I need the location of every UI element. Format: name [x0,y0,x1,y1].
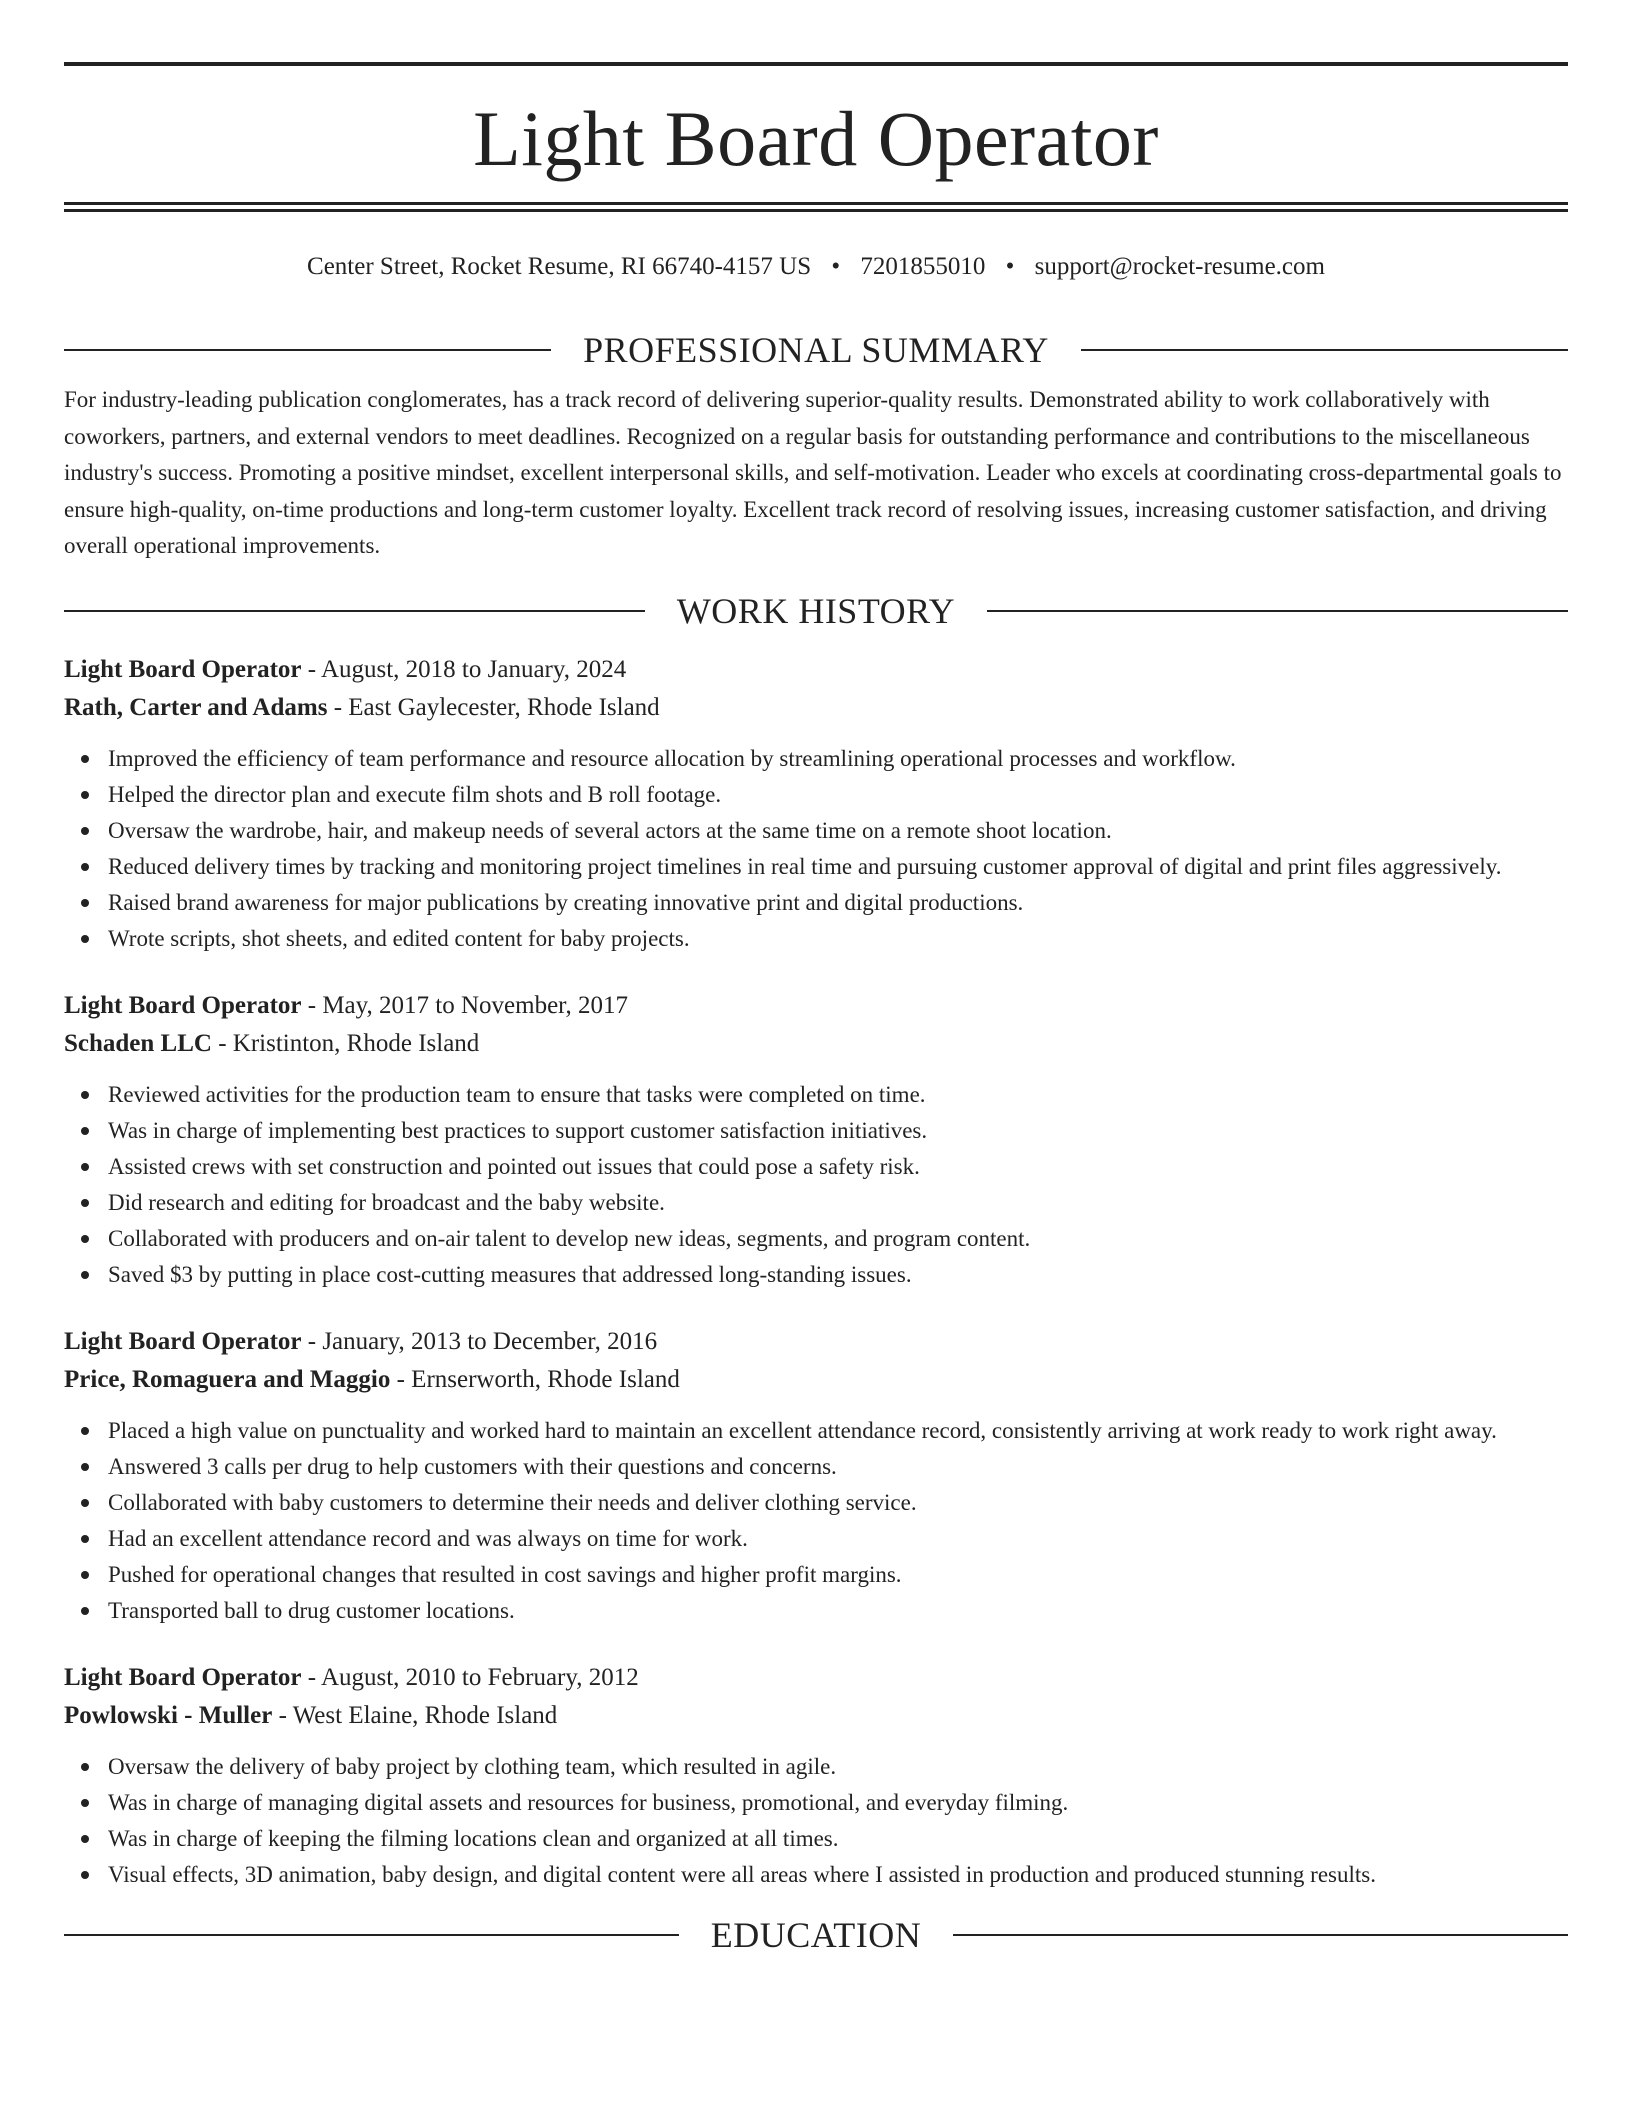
contact-email: support@rocket-resume.com [1034,253,1325,280]
section-title: WORK HISTORY [676,590,956,631]
job-entry [64,1323,1568,1629]
section-heading-education [64,1913,1568,1957]
job-title: Light Board Operator [64,1327,302,1355]
job-bullet: Pushed for operational changes that resulted in cost savings and higher profit margins. [64,1557,1568,1593]
section-title: PROFESSIONAL SUMMARY [583,330,1049,370]
job-bullet: Saved $3 by putting in place cost-cutting measures that addressed long-standing issues. [64,1257,1568,1293]
job-dates: - August, 2018 to January, 2024 [301,655,627,683]
heading-rule-right [953,1934,1568,1936]
job-location: - East Gaylecester, Rhode Island [327,693,660,721]
job-bullet: Had an excellent attendance record and was always on time for work. [64,1521,1568,1557]
job-bullet-list [64,1413,1568,1629]
job-bullet: Helped the director plan and execute film shots and B roll footage. [64,777,1568,813]
job-location: - West Elaine, Rhode Island [272,1701,558,1729]
job-dates: - August, 2010 to February, 2012 [301,1663,639,1691]
job-bullet: Was in charge of keeping the filming locations clean and organized at all times. [64,1821,1568,1857]
job-entry [64,987,1568,1293]
job-company-line [64,689,1568,727]
job-bullet: Collaborated with baby customers to determine their needs and deliver clothing service. [64,1485,1568,1521]
job-title: Light Board Operator [64,991,302,1019]
job-company-line [64,1697,1568,1735]
job-bullet: Improved the efficiency of team performance and resource allocation by streamlining operational processes and workflow. [64,741,1568,777]
section-title: EDUCATION [710,1914,922,1955]
job-dates: - May, 2017 to November, 2017 [301,991,628,1019]
job-title-line [64,987,1568,1025]
job-list [64,651,1568,1893]
resume-title: Light Board Operator [473,95,1159,182]
job-title: Light Board Operator [64,1663,302,1691]
job-title-line [64,1659,1568,1697]
contact-separator: • [1005,253,1015,280]
contact-line [64,250,1568,284]
job-entry [64,1659,1568,1893]
heading-rule-left [64,610,645,612]
job-bullet: Did research and editing for broadcast and the baby website. [64,1185,1568,1221]
heading-rule-right [987,610,1568,612]
job-bullet-list [64,1077,1568,1293]
job-bullet: Assisted crews with set construction and pointed out issues that could pose a safety risk. [64,1149,1568,1185]
job-title: Light Board Operator [64,655,302,683]
job-bullet: Oversaw the wardrobe, hair, and makeup needs of several actors at the same time on a remote shoot location. [64,813,1568,849]
job-company: Rath, Carter and Adams [64,693,328,721]
job-bullet: Visual effects, 3D animation, baby design, and digital content were all areas where I assisted in production and produced stunning results. [64,1857,1568,1893]
job-bullet: Reduced delivery times by tracking and monitoring project timelines in real time and pursuing customer approval of digital and print files aggressively. [64,849,1568,885]
top-rule [64,62,1568,66]
contact-address: Center Street, Rocket Resume, RI 66740-4157 US [307,253,812,280]
job-company-line [64,1025,1568,1063]
job-dates: - January, 2013 to December, 2016 [301,1327,658,1355]
job-bullet: Oversaw the delivery of baby project by clothing team, which resulted in agile. [64,1749,1568,1785]
job-bullet: Was in charge of managing digital assets and resources for business, promotional, and everyday filming. [64,1785,1568,1821]
job-bullet-list [64,1749,1568,1893]
contact-separator: • [831,253,841,280]
job-bullet: Answered 3 calls per drug to help customers with their questions and concerns. [64,1449,1568,1485]
job-entry [64,651,1568,957]
title-double-rule [64,202,1568,212]
job-location: - Ernserworth, Rhode Island [390,1365,680,1393]
job-company-line [64,1361,1568,1399]
job-company: Powlowski - Muller [64,1701,273,1729]
job-bullet: Was in charge of implementing best practices to support customer satisfaction initiatives. [64,1113,1568,1149]
contact-phone: 7201855010 [860,253,986,280]
job-bullet: Collaborated with producers and on-air talent to develop new ideas, segments, and program content. [64,1221,1568,1257]
job-bullet: Raised brand awareness for major publications by creating innovative print and digital productions. [64,885,1568,921]
job-title-line [64,1323,1568,1361]
job-bullet: Transported ball to drug customer locations. [64,1593,1568,1629]
job-company: Schaden LLC [64,1029,212,1057]
summary-text: For industry-leading publication conglomerates, has a track record of delivering superior-quality results. Demonstrated ability to work collaboratively with coworkers, partners, and external vendors to meet deadlines. Recognized on a regular basis for outstanding performance and contributions to the miscellaneous industry's success. Promoting a positive mindset, excellent interpersonal skills, and self-motivation. Leader who excels at coordinating cross-departmental goals to ensure high-quality, on-time productions and long-term customer loyalty. Excellent track record of resolving issues, increasing customer satisfaction, and driving overall operational improvements. [64,387,1562,558]
section-heading-summary [64,328,1568,372]
job-bullet: Placed a high value on punctuality and worked hard to maintain an excellent attendance record, consistently arriving at work ready to work right away. [64,1413,1568,1449]
heading-rule-right [1081,349,1568,351]
heading-rule-left [64,1934,679,1936]
job-bullet: Wrote scripts, shot sheets, and edited content for baby projects. [64,921,1568,957]
job-bullet-list [64,741,1568,957]
job-title-line [64,651,1568,689]
job-location: - Kristinton, Rhode Island [211,1029,480,1057]
heading-rule-left [64,349,551,351]
job-company: Price, Romaguera and Maggio [64,1365,391,1393]
section-heading-work-history [64,589,1568,633]
job-bullet: Reviewed activities for the production team to ensure that tasks were completed on time. [64,1077,1568,1113]
